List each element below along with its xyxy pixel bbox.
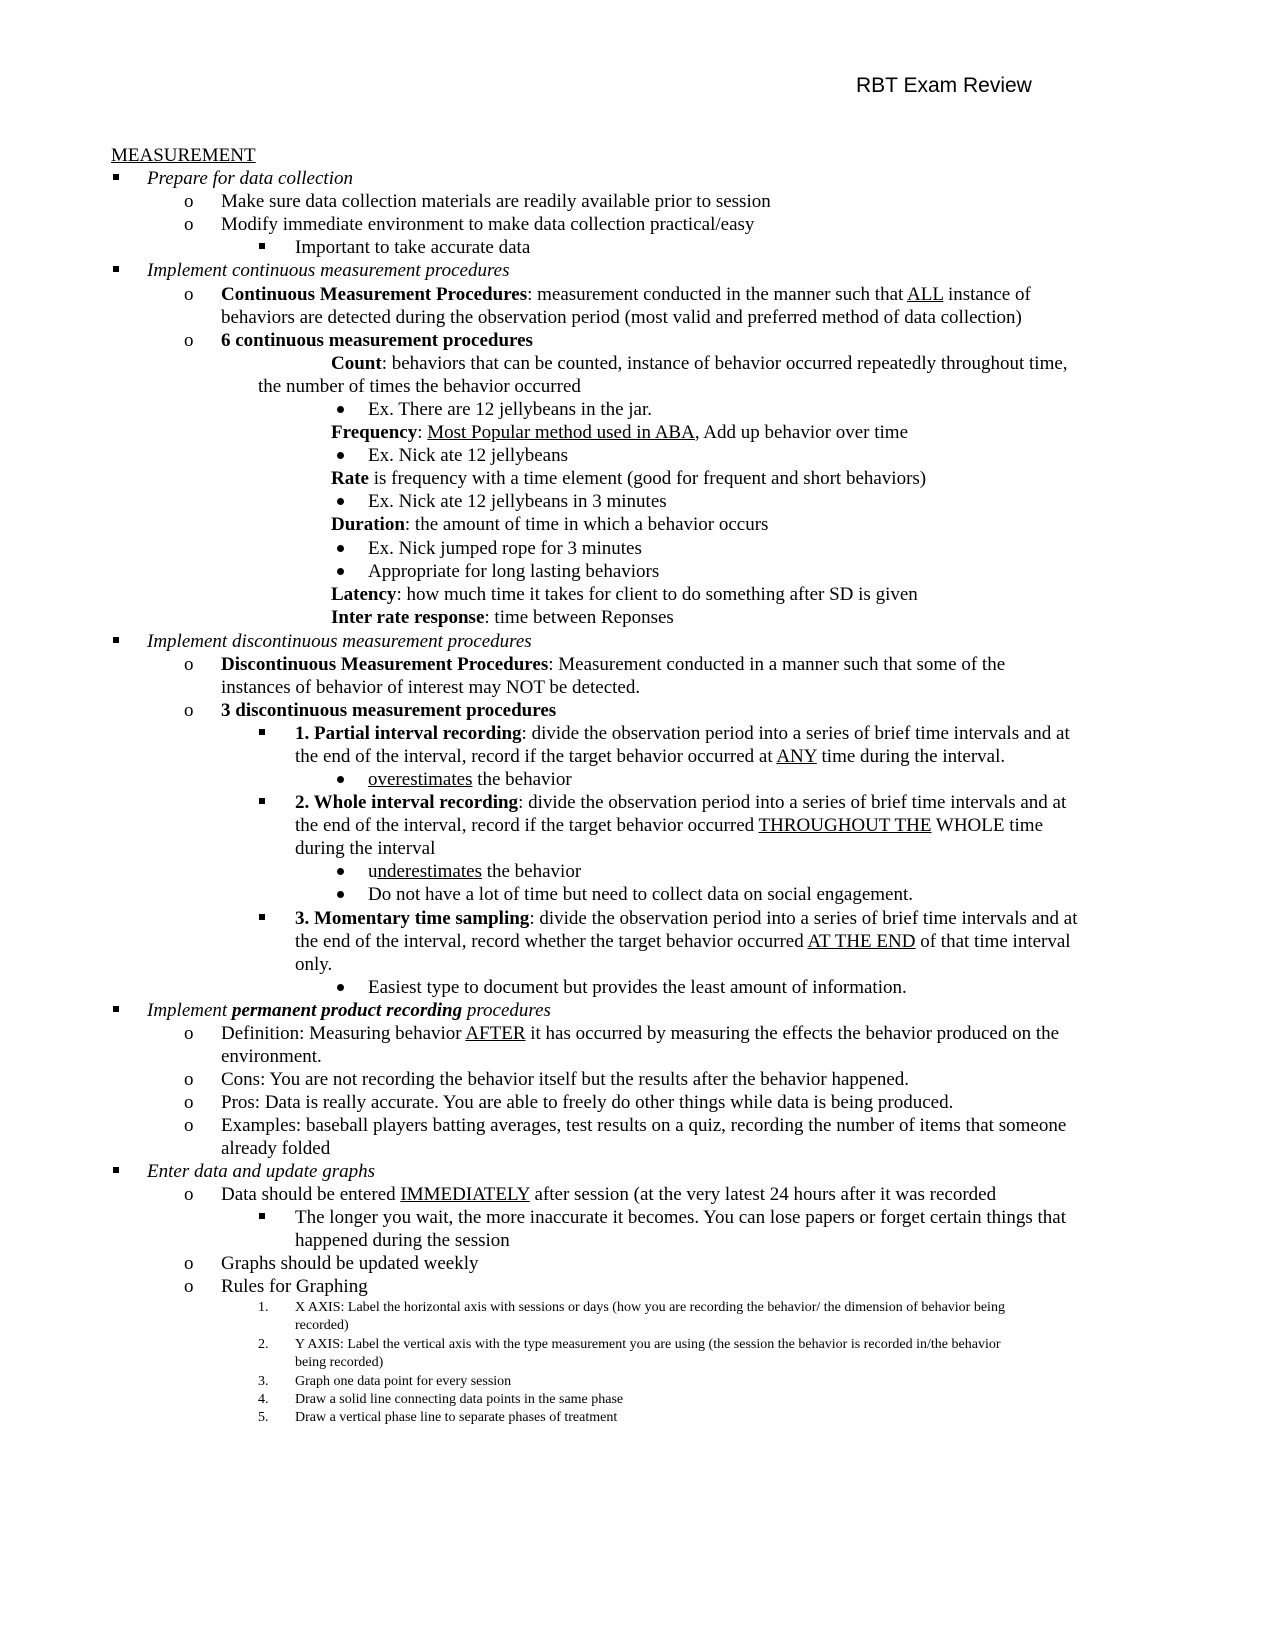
ppr-definition: Definition: Measuring behavior AFTER it has occurred by measuring the effects the behavior produced on the [221,1023,1060,1044]
duration-definition: Duration: the amount of time in which a behavior occurs [331,514,769,535]
circle-bullet-icon: o [184,654,194,675]
cmp-definition: Continuous Measurement Procedures: measurement conducted in the manner such that ALL instance of [221,284,1031,305]
dot-bullet-icon [337,498,344,505]
square-bullet-icon [113,1006,119,1012]
section-title: MEASUREMENT [111,145,256,166]
circle-bullet-icon: o [184,1069,194,1090]
list-item: Graphs should be updated weekly [221,1253,479,1274]
list-item: The longer you wait, the more inaccurate it becomes. You can lose papers or forget certain things that [295,1207,1067,1228]
dmp-definition-cont: instances of behavior of interest may NOT be detected. [221,677,641,698]
circle-bullet-icon: o [184,1115,194,1136]
list-item: Ex. There are 12 jellybeans in the jar. [368,399,653,420]
mts-definition-cont: only. [295,954,333,975]
square-bullet-icon [113,637,119,643]
topic-permanent-product: Implement permanent product recording procedures [147,1000,551,1021]
rule-number: 5. [258,1410,269,1425]
wir-definition-cont: the end of the interval, record if the target behavior occurred THROUGHOUT THE WHOLE time [295,815,1043,836]
list-item: Cons: You are not recording the behavior itself but the results after the behavior happened. [221,1069,910,1090]
pir-definition: 1. Partial interval recording: divide the observation period into a series of brief time intervals and at [295,723,1070,744]
rule-number: 1. [258,1300,269,1315]
circle-bullet-icon: o [184,284,194,305]
cmp-definition-cont: behaviors are detected during the observation period (most valid and preferred method of data collection) [221,307,1022,328]
six-procedures-heading: 6 continuous measurement procedures [221,330,533,351]
dot-bullet-icon [337,868,344,875]
square-bullet-icon [259,243,265,249]
circle-bullet-icon: o [184,191,194,212]
square-bullet-icon [259,729,265,735]
frequency-definition: Frequency: Most Popular method used in ABA, Add up behavior over time [331,422,909,443]
square-bullet-icon [259,798,265,804]
dot-bullet-icon [337,891,344,898]
topic-continuous: Implement continuous measurement procedures [147,260,510,281]
circle-bullet-icon: o [184,1276,194,1297]
square-bullet-icon [259,1213,265,1219]
list-item: Modify immediate environment to make data collection practical/easy [221,214,755,235]
rule-text: Draw a vertical phase line to separate phases of treatment [295,1410,618,1425]
dot-bullet-icon [337,545,344,552]
pir-definition-cont: the end of the interval, record if the target behavior occurred at ANY time during the interval. [295,746,1006,767]
dot-bullet-icon [337,776,344,783]
mts-definition: 3. Momentary time sampling: divide the observation period into a series of brief time intervals and at [295,908,1078,929]
list-item: Appropriate for long lasting behaviors [368,561,660,582]
list-item: Do not have a lot of time but need to collect data on social engagement. [368,884,914,905]
list-item-cont: happened during the session [295,1230,510,1251]
list-item: Easiest type to document but provides the least amount of information. [368,977,907,998]
list-item: Examples: baseball players batting averages, test results on a quiz, recording the number of items that someone [221,1115,1067,1136]
rule-text: X AXIS: Label the horizontal axis with sessions or days (how you are recording the behavior/ the dimension of behavior being [295,1300,1005,1315]
mts-definition-cont: the end of the interval, record whether the target behavior occurred AT THE END of that time interval [295,931,1071,952]
topic-prepare: Prepare for data collection [147,168,353,189]
list-item: Make sure data collection materials are readily available prior to session [221,191,771,212]
square-bullet-icon [113,1167,119,1173]
circle-bullet-icon: o [184,700,194,721]
ppr-definition-cont: environment. [221,1046,322,1067]
dot-bullet-icon [337,452,344,459]
dot-bullet-icon [337,406,344,413]
rule-number: 4. [258,1392,269,1407]
count-definition-cont: the number of times the behavior occurred [258,376,581,397]
circle-bullet-icon: o [184,1023,194,1044]
circle-bullet-icon: o [184,214,194,235]
list-item: Pros: Data is really accurate. You are able to freely do other things while data is being produced. [221,1092,954,1113]
list-item: Ex. Nick ate 12 jellybeans [368,445,568,466]
list-item: overestimates the behavior [368,769,572,790]
list-item-cont: already folded [221,1138,331,1159]
circle-bullet-icon: o [184,1092,194,1113]
latency-definition: Latency: how much time it takes for client to do something after SD is given [331,584,918,605]
irr-definition: Inter rate response: time between Reponses [331,607,674,628]
square-bullet-icon [113,266,119,272]
rate-definition: Rate is frequency with a time element (good for frequent and short behaviors) [331,468,927,489]
rule-text-cont: recorded) [295,1318,349,1333]
count-definition: Count: behaviors that can be counted, instance of behavior occurred repeatedly throughout time, [331,353,1068,374]
list-item: underestimates the behavior [368,861,582,882]
rules-heading: Rules for Graphing [221,1276,368,1297]
circle-bullet-icon: o [184,330,194,351]
list-item: Ex. Nick ate 12 jellybeans in 3 minutes [368,491,667,512]
wir-definition: 2. Whole interval recording: divide the observation period into a series of brief time intervals and at [295,792,1067,813]
rule-text-cont: being recorded) [295,1355,384,1370]
dot-bullet-icon [337,984,344,991]
list-item: Ex. Nick jumped rope for 3 minutes [368,538,642,559]
topic-discontinuous: Implement discontinuous measurement procedures [147,631,532,652]
square-bullet-icon [113,174,119,180]
list-item: Important to take accurate data [295,237,531,258]
rule-text: Y AXIS: Label the vertical axis with the type measurement you are using (the session the behavior is recorded in/the behavior [295,1337,1001,1352]
rule-number: 2. [258,1337,269,1352]
topic-enter-data: Enter data and update graphs [147,1161,375,1182]
rule-number: 3. [258,1374,269,1389]
page-header: RBT Exam Review [856,74,1032,97]
dmp-definition: Discontinuous Measurement Procedures: Measurement conducted in a manner such that some of the [221,654,1006,675]
list-item: Data should be entered IMMEDIATELY after session (at the very latest 24 hours after it was recorded [221,1184,997,1205]
circle-bullet-icon: o [184,1253,194,1274]
square-bullet-icon [259,914,265,920]
wir-definition-cont: during the interval [295,838,436,859]
rule-text: Draw a solid line connecting data points in the same phase [295,1392,624,1407]
rule-text: Graph one data point for every session [295,1374,512,1389]
circle-bullet-icon: o [184,1184,194,1205]
dot-bullet-icon [337,568,344,575]
three-procedures-heading: 3 discontinuous measurement procedures [221,700,557,721]
